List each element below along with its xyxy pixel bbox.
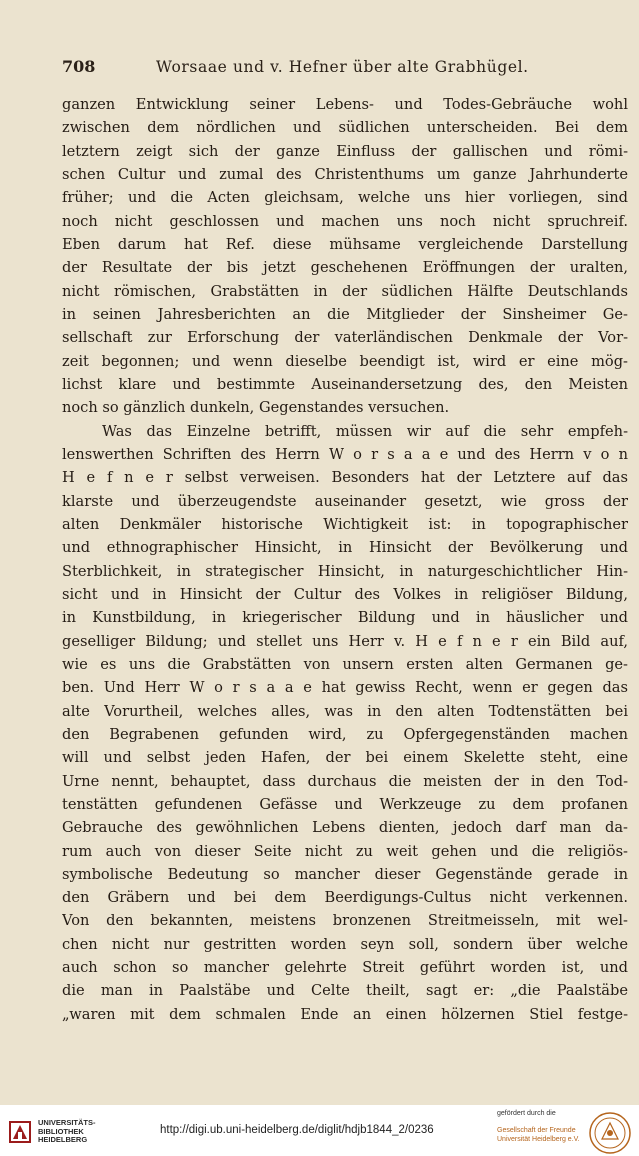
text-line: will und selbst jeden Hafen, der bei einem Skelette steht, eine bbox=[62, 749, 628, 767]
text-line: in Kunstbildung, in kriegerischer Bildung und in häuslicher und bbox=[62, 609, 628, 627]
text-line: geselliger Bildung; und stellet uns Herr v. H e f n e r ein Bild auf, bbox=[62, 632, 628, 650]
text-line: alten Denkmäler historische Wichtigkeit ist: in topographischer bbox=[62, 515, 628, 533]
text-line: sicht und in Hinsicht der Cultur des Volkes in religiöser Bildung, bbox=[62, 585, 628, 603]
text-line: auch schon so mancher gelehrte Streit geführt worden ist, und bbox=[62, 959, 628, 977]
text-line: lenswerthen Schriften des Herrn W o r s a a e und des Herrn v o n bbox=[62, 445, 628, 463]
text-line: die man in Paalstäbe und Celte theilt, sagt er: „die Paalstäbe bbox=[62, 982, 628, 1000]
text-line: H e f n e r selbst verweisen. Besonders hat der Letztere auf das bbox=[62, 469, 628, 487]
text-line: der Resultate der bis jetzt geschehenen Eröffnungen der uralten, bbox=[62, 259, 628, 277]
text-line: klarste und überzeugendste auseinander gesetzt, wie gross der bbox=[62, 492, 628, 510]
text-line: alte Vorurtheil, welches alles, was in den alten Todtenstätten bei bbox=[62, 702, 628, 720]
text-line: nicht römischen, Grabstätten in der südlichen Hälfte Deutschlands bbox=[62, 282, 628, 300]
text-line: und ethnographischer Hinsicht, in Hinsicht der Bevölkerung und bbox=[62, 539, 628, 557]
text-line: „waren mit dem schmalen Ende an einen hölzernen Stiel festge- bbox=[62, 1005, 628, 1023]
viewer-footer bbox=[0, 1105, 639, 1156]
university-seal-icon bbox=[588, 1111, 632, 1155]
text-line: Was das Einzelne betrifft, müssen wir auf die sehr empfeh- bbox=[102, 422, 628, 440]
sponsor-name: Gesellschaft der Freunde Universität Heidelberg e.V. bbox=[497, 1127, 580, 1143]
text-line: zeit begonnen; und wenn dieselbe beendigt ist, wird er eine mög- bbox=[62, 352, 628, 370]
text-line: schen Cultur und zumal des Christenthums um ganze Jahrhunderte bbox=[62, 165, 628, 183]
text-line: Eben darum hat Ref. diese mühsame vergleichende Darstellung bbox=[62, 235, 628, 253]
sponsor-label: gefördert durch die bbox=[497, 1110, 556, 1117]
text-line: zwischen dem nördlichen und südlichen unterscheiden. Bei dem bbox=[62, 119, 628, 137]
document-url-link[interactable]: http://digi.ub.uni-heidelberg.de/diglit/hdjb1844_2/0236 bbox=[160, 1124, 434, 1136]
text-line: den Gräbern und bei dem Beerdigungs-Cultus nicht verkennen. bbox=[62, 889, 628, 907]
page-number: 708 bbox=[62, 57, 96, 76]
text-line: rum auch von dieser Seite nicht zu weit gehen und die religiös- bbox=[62, 842, 628, 860]
text-line: in seinen Jahresberichten an die Mitglieder der Sinsheimer Ge- bbox=[62, 305, 628, 323]
text-line: tenstätten gefundenen Gefässe und Werkzeuge zu dem profanen bbox=[62, 795, 628, 813]
text-line: letztern zeigt sich der ganze Einfluss der gallischen und römi- bbox=[62, 142, 628, 160]
text-line: Gebrauche des gewöhnlichen Lebens dienten, jedoch darf man da- bbox=[62, 819, 628, 837]
text-line: wie es uns die Grabstätten von unsern ersten alten Germanen ge- bbox=[62, 655, 628, 673]
library-logo bbox=[8, 1119, 96, 1145]
text-line: ben. Und Herr W o r s a a e hat gewiss Recht, wenn er gegen das bbox=[62, 679, 628, 697]
text-line: den Begrabenen gefunden wird, zu Opfergegenständen machen bbox=[62, 725, 628, 743]
text-line: früher; und die Acten gleichsam, welche uns hier vorliegen, sind bbox=[62, 189, 628, 207]
text-line: sellschaft zur Erforschung der vaterländischen Denkmale der Vor- bbox=[62, 329, 628, 347]
text-line: noch so gänzlich dunkeln, Gegenstandes versuchen. bbox=[62, 399, 450, 417]
page-header bbox=[62, 57, 622, 76]
text-line: Sterblichkeit, in strategischer Hinsicht, in naturgeschichtlicher Hin- bbox=[62, 562, 628, 580]
text-line: ganzen Entwicklung seiner Lebens- und Todes-Gebräuche wohl bbox=[62, 96, 628, 113]
library-name: UNIVERSITÄTS- BIBLIOTHEK HEIDELBERG bbox=[38, 1118, 96, 1144]
body-text bbox=[62, 93, 628, 1026]
text-line: Urne nennt, behauptet, dass durchaus die meisten der in den Tod- bbox=[62, 772, 628, 790]
running-head: Worsaae und v. Hefner über alte Grabhügel. bbox=[156, 58, 529, 76]
text-line: chen nicht nur gestritten worden seyn soll, sondern über welche bbox=[62, 935, 628, 953]
library-crest-icon bbox=[8, 1120, 32, 1144]
text-line: Von den bekannten, meistens bronzenen Streitmeisseln, mit wel- bbox=[62, 912, 628, 930]
text-line: symbolische Bedeutung so mancher dieser Gegenstände gerade in bbox=[62, 865, 628, 883]
text-line: lichst klare und bestimmte Auseinandersetzung des, den Meisten bbox=[62, 375, 628, 393]
text-line: noch nicht geschlossen und machen uns noch nicht spruchreif. bbox=[62, 212, 628, 230]
